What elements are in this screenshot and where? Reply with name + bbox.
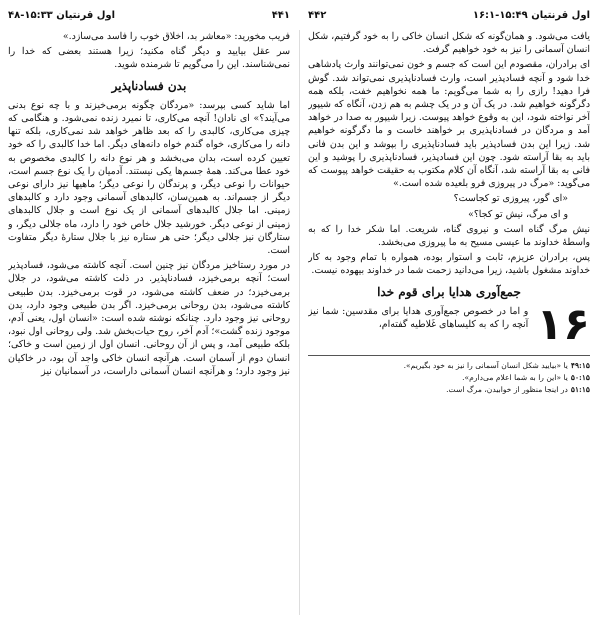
- footnote: [308, 372, 590, 384]
- column-separator: [299, 30, 300, 615]
- right-paragraph-1: یافت می‌شود. و همان‌گونه که شکل انسان خاکی را به خود گرفتیم، شکل انسان آسمانی را نیز به خود خواهیم گرفت.: [308, 31, 590, 56]
- right-column: [308, 30, 590, 615]
- left-paragraph-1b: سر عقل بیایید و دیگر گناه مکنید؛ زیرا هستند بعضی که خدا را نمی‌شناسند. این را می‌گویم تا شرمنده شوید.: [8, 46, 290, 71]
- chapter-number: ۱۶: [536, 298, 590, 350]
- right-page-number: ۴۴۲: [308, 9, 327, 21]
- footnote-text: یا «بیایید شکل انسان آسمانی را نیز به خود بگیریم».: [403, 360, 568, 370]
- left-page-number: ۴۴۱: [271, 9, 290, 21]
- left-paragraph-2: اما شاید کسی بپرسد: «مردگان چگونه برمی‌خیزند و با چه نوع بدنی می‌آیند؟» ای نادان! آنچه می‌کاری، تا نمیرد زنده نمی‌شود. و هنگامی که چیزی می‌کاری، کالبدی را که بعد ظاهر خواهد شد نمی‌کاری، بلکه تنها دانه را می‌کاری، خواه گندم خواه دانه‌های دیگر. اما خدا کالبدی را که خود تعیین کرده است، بدان می‌بخشد و هر نوع دانه را کالبدی مخصوص به خود عطا می‌کند. همهٔ جسم‌ها یکی نیستند. آدمیان را یک نوع جسم است، حیوانات را نوعی دیگر، و پرندگان را نوعی دیگر؛ ماهیها نیز دارای نوعی دیگر از جسم‌اند. به همین‌سان، کالبدهای آسمانی وجود دارد و کالبدهای زمینی. اما جلال کالبدهای آسمانی از یک نوع است و جلال کالبدهای زمینی از نوعی دیگر. خورشید جلال خاص خود را دارد، ماه جلالی دیگر، و ستارگان نیز جلالی دیگر؛ حتی هر ستاره نیز با جلال ستارهٔ دیگر متفاوت است.: [8, 99, 290, 257]
- right-header-ref: اول قرنتیان ۱۵:۴۹-۱۶:۱: [472, 9, 590, 21]
- left-paragraph-3: در مورد رستاخیز مردگان نیز چنین است. آنچه کاشته می‌شود، فسادپذیر است؛ آنچه برمی‌خیزد، فسادناپذیر. در ذلت کاشته می‌شود، در جلال برمی‌خیزد؛ در ضعف کاشته می‌شود، در قوت برمی‌خیزد. بدن طبیعی کاشته می‌شود، بدن روحانی برمی‌خیزد. اگر بدن طبیعی وجود دارد، بدن روحانی نیز وجود دارد. چنانکه نوشته شده است: «انسان اول، یعنی آدم، موجود زنده گشت»؛ آدم آخر، روح حیات‌بخش شد. ولی روحانی اول نبود، بلکه طبیعی آمد، و پس از آن روحانی. انسان اول از زمین است و خاکی؛ انسان دوم از آسمان است. هرآنچه انسان خاکی واجد آن بود، در خاکیان نیز وجود دارد؛ و هرآنچه انسان آسمانی داراست، در آسمانیان نیز: [8, 260, 290, 377]
- footnote-ref: ۴۹:۱۵: [570, 360, 590, 370]
- footnote: [308, 360, 590, 372]
- left-column: [8, 30, 290, 615]
- chapter-start: [308, 298, 590, 350]
- footnote-ref: ۵۰:۱۵: [570, 372, 590, 382]
- chapter-16-text: و اما در خصوص جمع‌آوری هدایا برای مقدسین: شما نیز آنچه را که به کلیساهای غَلاطیه گفته‌ام،: [308, 305, 529, 331]
- poem-line-1: «ای گور، پیروزی تو کجاست؟: [453, 193, 568, 205]
- section-heading-incorruptible-body: بدن فسادناپذیر: [111, 78, 187, 93]
- right-paragraph-4: پس، برادران عزیزم، ثابت و استوار بوده، همواره با تمام وجود به کار خداوند مشغول باشید، زیرا می‌دانید زحمت شما در خداوند بیهوده نیست.: [308, 252, 590, 277]
- left-running-head: [8, 6, 290, 24]
- right-running-head: [308, 6, 590, 24]
- section-heading-collection: جمع‌آوری هدایا برای قوم خدا: [377, 284, 521, 299]
- footnote: [308, 384, 590, 396]
- footnote-divider: [308, 355, 590, 356]
- footnote-text: در اینجا منظور از خوابیدن، مرگ است.: [446, 384, 568, 394]
- left-header-ref: اول قرنتیان ۱۵:۳۳-۴۸: [8, 9, 116, 21]
- footnote-text: یا «این را به شما اعلام می‌دارم».: [462, 372, 568, 382]
- footnote-ref: ۵۱:۱۵: [570, 384, 590, 394]
- footnotes: [308, 360, 590, 396]
- right-paragraph-2: ای برادران، مقصودم این است که جسم و خون نمی‌توانند وارث پادشاهی خدا شود و آنچه فسادپذیر است، وارث فسادناپذیری نمی‌تواند شد. گوش فرا دهید! رازی را به شما می‌گویم: ما همه نخواهیم خفت، بلکه همه دگرگونه خواهیم شد. در یک آن و در یک چشم به هم زدن، آنگاه که شیپور آخر نواخته شود، این به وقوع خواهد پیوست. زیرا شیپور به صدا در خواهد آمد و مردگان در فسادناپذیری بر خواهند خاست و ما دگرگونه خواهیم شد. زیرا این بدن فسادپذیر باید فسادناپذیری را بپوشد و این بدن فانی باید به بقا آراسته شود. چون این فسادپذیر، فسادناپذیری را پوشید و این فانی به بقا آراسته شد، آنگاه آن کلام مکتوب به حقیقت خواهد پیوست که می‌گوید: «مرگ در پیروزی فرو بلعیده شده است.»: [308, 59, 590, 190]
- right-paragraph-3: نیش مرگ گناه است و نیروی گناه، شریعت. اما شکر خدا را که به واسطهٔ خداوند ما عیسی مسیح به ما پیروزی می‌بخشد.: [308, 223, 590, 249]
- left-paragraph-1: فریب مخورید: «معاشر بد، اخلاق خوب را فاسد می‌سازد.»: [62, 31, 290, 42]
- poem-line-2: و ای مرگ، نیش تو کجا؟»: [468, 208, 568, 220]
